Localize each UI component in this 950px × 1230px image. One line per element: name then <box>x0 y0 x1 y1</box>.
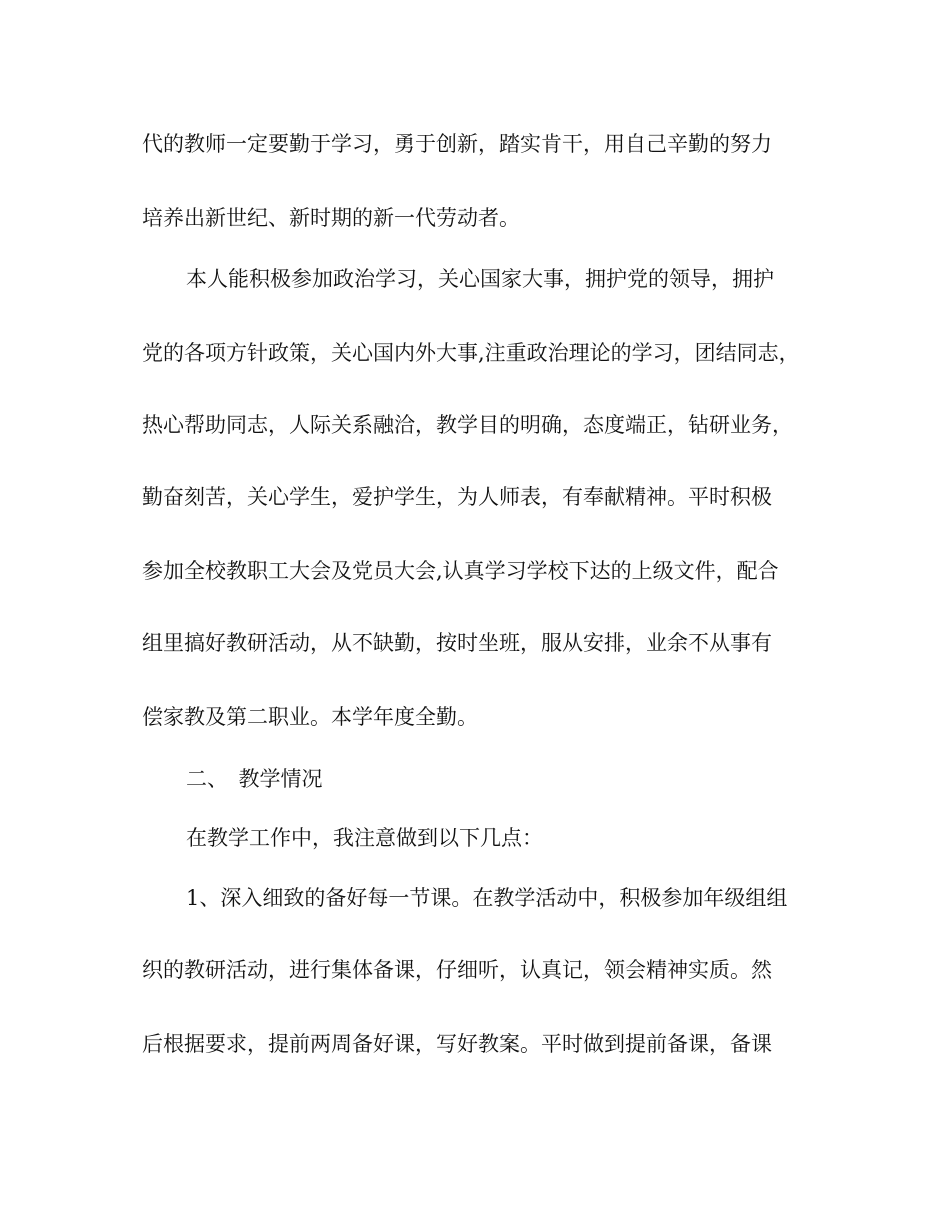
body-text-line: 偿家教及第二职业。本学年度全勤。 <box>142 705 478 729</box>
body-text-line: 织的教研活动，进行集体备课，仔细听，认真记，领会精神实质。然 <box>142 958 772 982</box>
body-text-line: 党的各项方针政策，关心国内外大事,注重政治理论的学习，团结同志， <box>142 341 800 365</box>
body-text-line: 后根据要求，提前两周备好课，写好教案。平时做到提前备课，备课 <box>142 1032 772 1056</box>
body-text-line: 培养出新世纪、新时期的新一代劳动者。 <box>142 206 520 230</box>
paragraph-first-line: 在教学工作中，我注意做到以下几点： <box>186 826 543 850</box>
body-text-line: 勤奋刻苦，关心学生，爱护学生，为人师表，有奉献精神。平时积极 <box>142 485 772 509</box>
body-text-line: 热心帮助同志，人际关系融洽，教学目的明确，态度端正，钻研业务， <box>142 413 793 437</box>
body-text-line: 组里搞好教研活动，从不缺勤，按时坐班，服从安排，业余不从事有 <box>142 631 772 655</box>
body-text-line: 参加全校教职工大会及党员大会,认真学习学校下达的上级文件，配合 <box>142 559 779 583</box>
paragraph-first-line: 本人能积极参加政治学习，关心国家大事，拥护党的领导，拥护 <box>186 267 774 291</box>
section-heading: 二、 教学情况 <box>186 767 323 791</box>
body-text-line: 代的教师一定要勤于学习，勇于创新，踏实肯干，用自己辛勤的努力 <box>142 132 772 156</box>
list-item-first-line: 1、深入细致的备好每一节课。在教学活动中，积极参加年级组组 <box>186 886 788 910</box>
